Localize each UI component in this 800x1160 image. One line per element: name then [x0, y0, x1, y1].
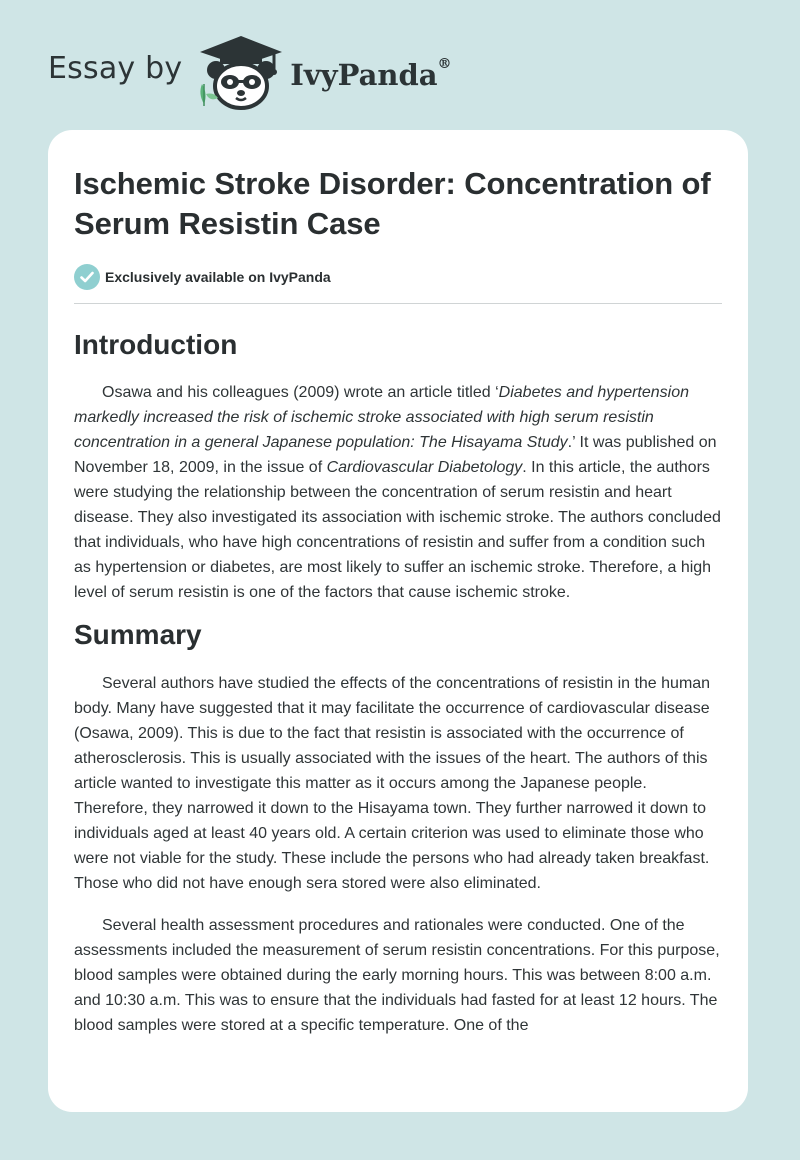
essay-title: Ischemic Stroke Disorder: Concentration of Serum Resistin Case	[74, 166, 711, 241]
brand-name[interactable]: IvyPanda®	[290, 56, 452, 92]
section-heading-introduction: Introduction	[74, 329, 238, 360]
article-title-citation: Diabetes and hypertension markedly increased the risk of ischemic stroke associated with high serum resistin concentration in a general Japanese population: The Hisayama Study	[74, 384, 690, 451]
journal-name: Cardiovascular Diabetology	[326, 459, 523, 476]
brand-prefix: Essay by	[48, 50, 183, 86]
introduction-paragraph: Osawa and his colleagues (2009) wrote an article titled ‘Diabetes and hypertension markedly increased the risk of ischemic stroke associated with high serum resistin concentration in a general Japanese population: The Hisayama Study.’ It was published on November 18, 2009, in the issue of Cardiovascular Diabetology. In this article, the authors were studying the relationship between the concentration of serum resistin and heart disease. They also investigated its association with ischemic stroke. The authors concluded that individuals, who have high concentrations of resistin and suffer from a condition such as hypertension or diabetes, are most likely to suffer an ischemic stroke. Therefore, a high level of serum resistin is one of the factors that cause ischemic stroke.	[74, 384, 721, 601]
section-heading-summary: Summary	[74, 619, 202, 650]
brand-header	[48, 32, 452, 112]
summary-paragraph-1: Several authors have studied the effects of the concentrations of resistin in the human body. Many have suggested that it may facilitate the occurrence of cardiovascular disease (Osawa, 2009). This is due to the fact that resistin is associated with the occurrence of atherosclerosis. This is usually associated with the issues of the heart. The authors of this article wanted to investigate this matter as it occurs among the Japanese people. Therefore, they narrowed it down to the Hisayama town. They further narrowed it down to individuals aged at least 40 years old. A certain criterion was used to eliminate those who were not viable for the study. These include the persons who had already taken breakfast. Those who did not have enough sera stored were also eliminated.	[74, 675, 711, 892]
panda-graduate-icon[interactable]	[196, 32, 286, 112]
exclusive-badge	[74, 264, 722, 304]
check-circle-icon	[74, 264, 100, 290]
exclusive-label: Exclusively available on IvyPanda	[105, 269, 331, 285]
registered-mark: ®	[437, 56, 452, 73]
summary-paragraph-2: Several health assessment procedures and rationales were conducted. One of the assessments included the measurement of serum resistin concentrations. For this purpose, blood samples were obtained during the early morning hours. This was between 8:00 a.m. and 10:30 a.m. This was to ensure that the individuals had fasted for at least 12 hours. The blood samples were stored at a specific temperature. One of the	[74, 917, 720, 1034]
essay-card	[48, 130, 748, 1112]
